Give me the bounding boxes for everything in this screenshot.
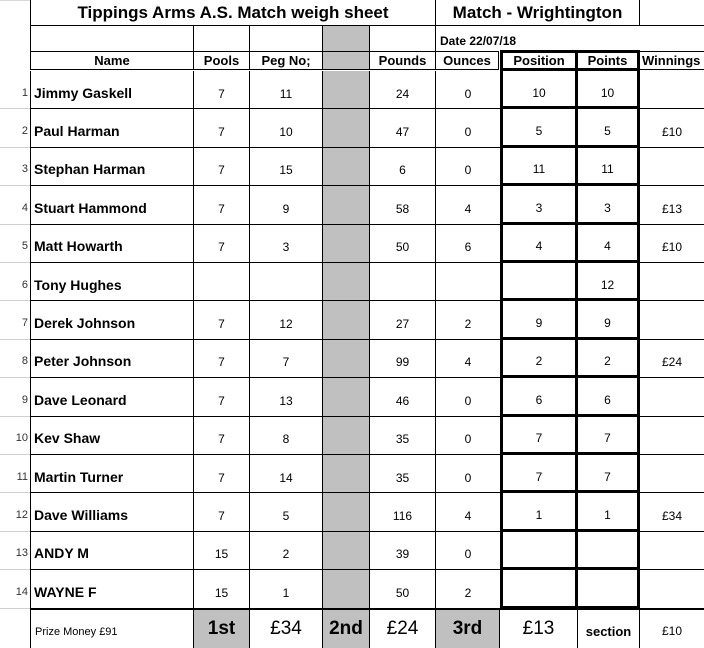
pools-cell: 7 <box>194 148 250 186</box>
pounds-cell: 116 <box>370 493 436 531</box>
pools-cell: 15 <box>194 532 250 570</box>
pools-cell: 7 <box>194 186 250 224</box>
pounds-cell <box>370 263 436 301</box>
section-label: section <box>578 609 640 648</box>
column-header-winnings: Winnings <box>640 51 704 70</box>
peg-cell: 5 <box>250 493 323 531</box>
column-header-ounces: Ounces <box>436 51 499 70</box>
row-number: 3 <box>0 148 30 186</box>
peg-cell: 2 <box>250 532 323 570</box>
row-number: 13 <box>0 532 30 570</box>
grey-divider <box>323 51 370 70</box>
winnings-cell <box>640 148 704 186</box>
points-cell: 9 <box>578 301 640 339</box>
third-place-label: 3rd <box>436 609 500 648</box>
position-cell: 4 <box>500 225 578 263</box>
ounces-cell: 4 <box>436 186 500 224</box>
position-cell: 5 <box>500 109 578 147</box>
pools-cell: 7 <box>194 378 250 416</box>
points-cell: 4 <box>578 225 640 263</box>
points-cell: 7 <box>578 455 640 493</box>
points-cell: 11 <box>578 148 640 186</box>
ounces-cell: 4 <box>436 340 500 378</box>
row-number: 8 <box>0 340 30 378</box>
ounces-cell: 0 <box>436 455 500 493</box>
angler-name: Peter Johnson <box>30 340 194 378</box>
pools-cell: 7 <box>194 493 250 531</box>
winnings-cell <box>640 532 704 570</box>
ounces-cell: 6 <box>436 225 500 263</box>
points-cell <box>578 532 640 570</box>
angler-name: Stuart Hammond <box>30 186 194 224</box>
column-header-peg: Peg No; <box>250 51 323 70</box>
angler-name: Jimmy Gaskell <box>30 71 194 109</box>
winnings-cell: £34 <box>640 493 704 531</box>
row-number: 10 <box>0 417 30 455</box>
grey-divider <box>323 340 370 378</box>
position-cell: 11 <box>500 148 578 186</box>
first-place-label: 1st <box>194 609 250 648</box>
row-number: 2 <box>0 109 30 147</box>
pools-cell: 7 <box>194 109 250 147</box>
sheet-title: Tippings Arms A.S. Match weigh sheet <box>30 0 436 26</box>
section-amount: £10 <box>640 609 704 648</box>
column-header-points: Points <box>578 50 640 71</box>
pools-cell: 7 <box>194 340 250 378</box>
winnings-cell <box>640 570 704 608</box>
position-cell: 10 <box>500 71 578 109</box>
position-cell: 1 <box>500 493 578 531</box>
pools-cell <box>194 263 250 301</box>
peg-cell: 9 <box>250 186 323 224</box>
pools-cell: 7 <box>194 417 250 455</box>
winnings-cell: £10 <box>640 225 704 263</box>
third-place-amount: £13 <box>500 609 578 648</box>
position-cell: 7 <box>500 417 578 455</box>
angler-name: Martin Turner <box>30 455 194 493</box>
column-header-name: Name <box>30 51 194 70</box>
peg-cell: 11 <box>250 71 323 109</box>
angler-name: Dave Williams <box>30 493 194 531</box>
peg-cell: 13 <box>250 378 323 416</box>
ounces-cell: 2 <box>436 570 500 608</box>
ounces-cell: 0 <box>436 71 500 109</box>
ounces-cell: 4 <box>436 493 500 531</box>
grey-divider <box>323 263 370 301</box>
grey-divider <box>323 493 370 531</box>
pounds-cell: 35 <box>370 417 436 455</box>
empty-cell <box>194 26 250 51</box>
pounds-cell: 24 <box>370 71 436 109</box>
row-number: 12 <box>0 493 30 531</box>
winnings-cell: £24 <box>640 340 704 378</box>
grey-divider <box>323 570 370 608</box>
angler-name: Tony Hughes <box>30 263 194 301</box>
pools-cell: 15 <box>194 570 250 608</box>
position-cell <box>500 532 578 570</box>
points-cell <box>578 570 640 608</box>
match-date: Date 22/07/18 <box>440 33 517 48</box>
prize-money: Prize Money £91 <box>30 609 194 648</box>
peg-cell: 7 <box>250 340 323 378</box>
grey-divider <box>323 148 370 186</box>
points-cell: 10 <box>578 71 640 109</box>
angler-name: ANDY M <box>30 532 194 570</box>
pounds-cell: 6 <box>370 148 436 186</box>
second-place-amount: £24 <box>370 609 436 648</box>
empty-cell <box>640 0 704 26</box>
grey-divider <box>323 186 370 224</box>
pounds-cell: 27 <box>370 301 436 339</box>
angler-name: WAYNE F <box>30 570 194 608</box>
grey-divider <box>323 26 370 51</box>
grey-divider <box>323 455 370 493</box>
pools-cell: 7 <box>194 455 250 493</box>
peg-cell: 10 <box>250 109 323 147</box>
pounds-cell: 50 <box>370 225 436 263</box>
grey-divider <box>323 71 370 109</box>
ounces-cell: 0 <box>436 532 500 570</box>
peg-cell: 14 <box>250 455 323 493</box>
column-header-position: Position <box>500 50 578 71</box>
points-cell: 3 <box>578 186 640 224</box>
winnings-cell <box>640 417 704 455</box>
empty-cell <box>30 26 194 51</box>
grey-divider <box>323 378 370 416</box>
pools-cell: 7 <box>194 225 250 263</box>
grey-divider <box>323 225 370 263</box>
points-cell: 1 <box>578 493 640 531</box>
match-venue: Match - Wrightington <box>436 0 640 26</box>
ounces-cell: 2 <box>436 301 500 339</box>
points-cell: 5 <box>578 109 640 147</box>
winnings-cell <box>640 71 704 109</box>
winnings-cell <box>640 455 704 493</box>
gridline <box>0 0 30 1</box>
row-number: 14 <box>0 570 30 608</box>
pounds-cell: 35 <box>370 455 436 493</box>
position-cell: 7 <box>500 455 578 493</box>
position-cell: 6 <box>500 378 578 416</box>
first-place-amount: £34 <box>250 609 323 648</box>
grey-divider <box>323 301 370 339</box>
angler-name: Paul Harman <box>30 109 194 147</box>
column-header-pounds: Pounds <box>370 51 436 70</box>
grey-divider <box>323 109 370 147</box>
peg-cell: 15 <box>250 148 323 186</box>
pounds-cell: 46 <box>370 378 436 416</box>
pounds-cell: 50 <box>370 570 436 608</box>
pounds-cell: 47 <box>370 109 436 147</box>
peg-cell: 3 <box>250 225 323 263</box>
peg-cell: 12 <box>250 301 323 339</box>
peg-cell <box>250 263 323 301</box>
winnings-cell <box>640 301 704 339</box>
grey-divider <box>323 417 370 455</box>
angler-name: Stephan Harman <box>30 148 194 186</box>
angler-name: Kev Shaw <box>30 417 194 455</box>
peg-cell: 8 <box>250 417 323 455</box>
winnings-cell: £13 <box>640 186 704 224</box>
points-cell: 7 <box>578 417 640 455</box>
column-header-pools: Pools <box>194 51 250 70</box>
winnings-cell: £10 <box>640 109 704 147</box>
row-number: 11 <box>0 455 30 493</box>
ounces-cell: 0 <box>436 109 500 147</box>
angler-name: Matt Howarth <box>30 225 194 263</box>
angler-name: Dave Leonard <box>30 378 194 416</box>
points-cell: 2 <box>578 340 640 378</box>
winnings-cell <box>640 263 704 301</box>
position-cell: 9 <box>500 301 578 339</box>
ounces-cell <box>436 263 500 301</box>
winnings-cell <box>640 378 704 416</box>
points-cell: 6 <box>578 378 640 416</box>
ounces-cell: 0 <box>436 378 500 416</box>
row-number: 1 <box>0 71 30 109</box>
row-number: 6 <box>0 263 30 301</box>
second-place-label: 2nd <box>323 609 370 648</box>
peg-cell: 1 <box>250 570 323 608</box>
angler-name: Derek Johnson <box>30 301 194 339</box>
position-cell: 2 <box>500 340 578 378</box>
pounds-cell: 39 <box>370 532 436 570</box>
position-cell: 3 <box>500 186 578 224</box>
row-number: 9 <box>0 378 30 416</box>
empty-cell <box>370 26 436 51</box>
empty-cell <box>250 26 323 51</box>
pounds-cell: 99 <box>370 340 436 378</box>
position-cell <box>500 263 578 301</box>
row-number: 5 <box>0 225 30 263</box>
pools-cell: 7 <box>194 71 250 109</box>
row-number: 7 <box>0 301 30 339</box>
grey-divider <box>323 532 370 570</box>
position-cell <box>500 570 578 608</box>
pounds-cell: 58 <box>370 186 436 224</box>
ounces-cell: 0 <box>436 148 500 186</box>
row-number: 4 <box>0 186 30 224</box>
pools-cell: 7 <box>194 301 250 339</box>
points-cell: 12 <box>578 263 640 301</box>
ounces-cell: 0 <box>436 417 500 455</box>
